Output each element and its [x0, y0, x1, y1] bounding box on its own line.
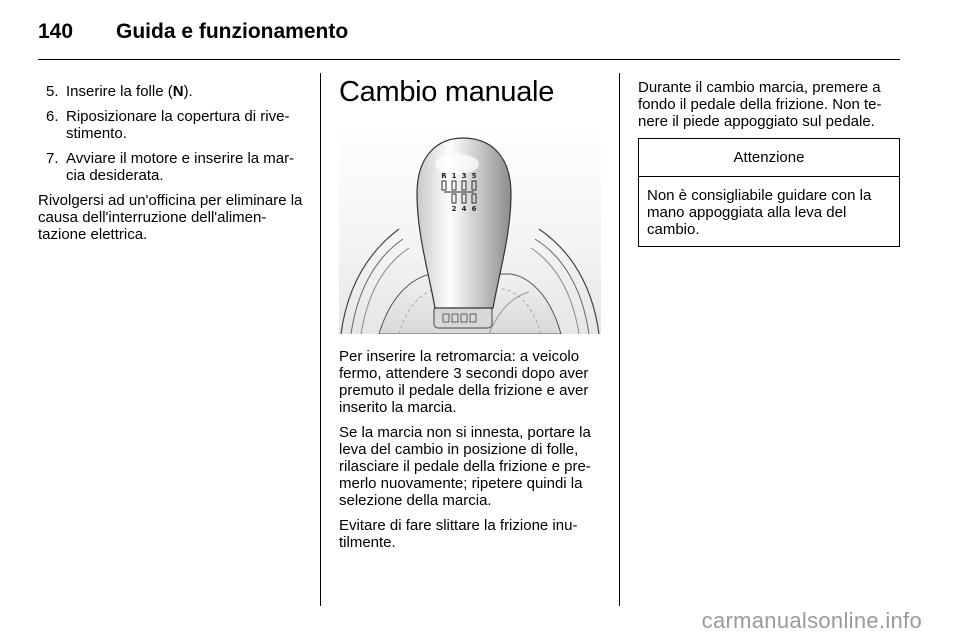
column-divider-left	[320, 73, 321, 606]
step-text: Riposizionare la copertura di rive-stimento.	[66, 108, 290, 142]
gear-label-4: 4	[461, 205, 467, 213]
gear-knob-illustration	[339, 124, 601, 334]
column-divider-right	[619, 73, 620, 606]
step-text: Avviare il motore e inserire la mar-cia desiderata.	[66, 150, 295, 184]
gear-label-2: 2	[451, 205, 457, 213]
body-paragraph: Evitare di fare slittare la frizione inu-tilmente.	[339, 517, 578, 551]
step-text: Inserire la folle (	[66, 83, 173, 100]
step-number: 5.	[46, 83, 59, 100]
header-rule	[38, 59, 900, 60]
middle-column	[339, 76, 605, 559]
page-section-title: Guida e funzionamento	[116, 20, 349, 43]
step-number: 7.	[46, 150, 59, 167]
warning-text: Non è consigliabile guidare con la mano appoggiata alla leva del cambio.	[647, 187, 872, 238]
step-bold-text: N	[172, 83, 184, 100]
gear-label-5: 5	[471, 172, 477, 180]
list-item	[38, 108, 304, 142]
gear-label-3: 3	[461, 172, 467, 180]
body-paragraph: Per inserire la retromarcia: a veicolo fermo, attendere 3 secondi dopo aver premuto il pedale della frizione e aver inserito la marcia.	[339, 348, 589, 416]
list-item	[38, 83, 304, 100]
left-column	[38, 83, 304, 251]
gear-label-R: R	[441, 172, 447, 180]
watermark: carmanualsonline.info	[701, 608, 922, 633]
warning-title: Attenzione	[639, 139, 899, 177]
body-paragraph: Rivolgersi ad un'officina per eliminare la causa dell'interruzione dell'alimen-tazione elettrica.	[38, 192, 303, 243]
step-text-after: ).	[183, 83, 193, 100]
body-paragraph: Se la marcia non si innesta, portare la leva del cambio in posizione di folle, rilasciare il pedale della frizione e pre-merlo nuovamente; ripetere quindi la selezione della marcia.	[339, 424, 591, 509]
gear-label-6: 6	[471, 205, 477, 213]
page-header	[38, 14, 900, 54]
section-title: Cambio manuale	[339, 76, 555, 108]
steps-list	[38, 83, 304, 184]
warning-box	[638, 138, 900, 247]
gear-knob-icon	[339, 124, 601, 334]
gear-label-1: 1	[451, 172, 457, 180]
list-item	[38, 150, 304, 184]
page-number: 140	[38, 20, 74, 43]
step-number: 6.	[46, 108, 59, 125]
body-paragraph: Durante il cambio marcia, premere a fondo il pedale della frizione. Non te-nere il piede appoggiato sul pedale.	[638, 79, 882, 130]
right-column	[638, 79, 900, 247]
